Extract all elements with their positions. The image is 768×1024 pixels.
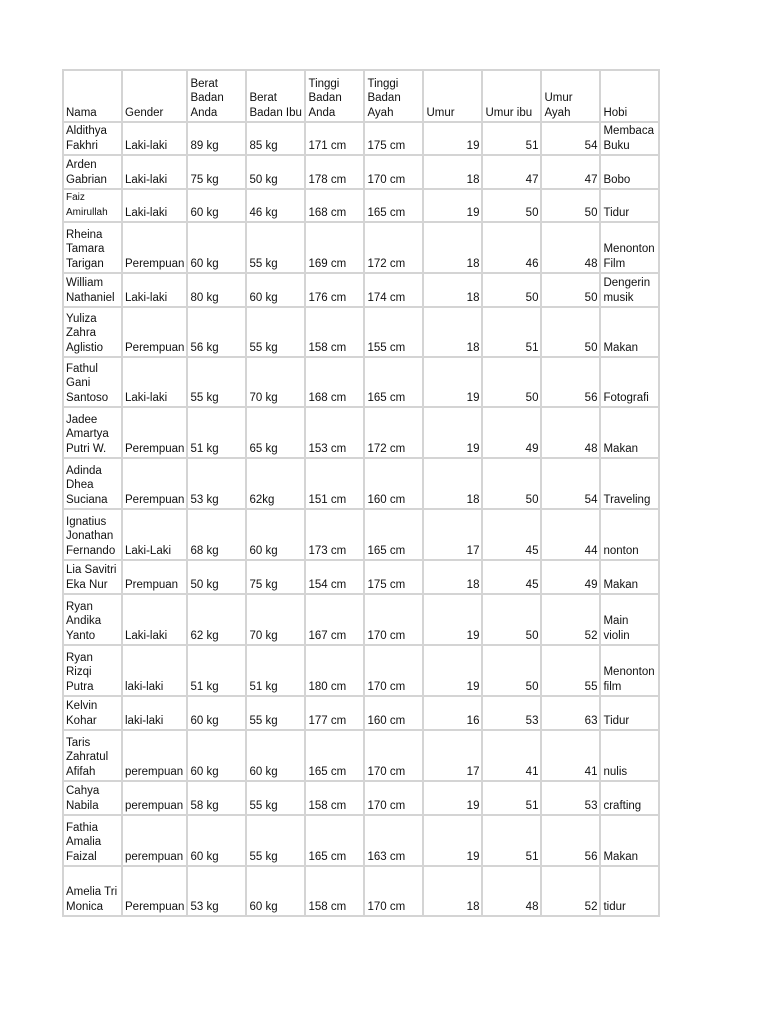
table-row: [63, 407, 659, 458]
cell-hobi: Membaca Buku: [600, 122, 659, 155]
table-row: [63, 866, 659, 916]
cell-gender: Perempuan: [122, 458, 187, 509]
cell-tinggi-badan-anda: 158 cm: [305, 781, 364, 815]
table-row: [63, 458, 659, 509]
cell-umur: 17: [423, 509, 482, 560]
cell-berat-badan-anda: 58 kg: [187, 781, 246, 815]
cell-gender: Perempuan: [122, 407, 187, 458]
cell-hobi: tidur: [600, 866, 659, 916]
cell-gender: Perempuan: [122, 866, 187, 916]
cell-umur-ayah: 48: [541, 222, 600, 273]
cell-umur: 18: [423, 458, 482, 509]
cell-berat-badan-anda: 60 kg: [187, 696, 246, 730]
cell-gender: Laki-laki: [122, 594, 187, 645]
cell-tinggi-badan-ayah: 172 cm: [364, 407, 423, 458]
cell-nama: Taris Zahratul Afifah: [63, 730, 122, 781]
cell-umur-ibu: 45: [482, 509, 541, 560]
cell-tinggi-badan-anda: 169 cm: [305, 222, 364, 273]
cell-nama: Adinda Dhea Suciana: [63, 458, 122, 509]
cell-umur-ayah: 56: [541, 357, 600, 407]
cell-hobi: Makan: [600, 407, 659, 458]
cell-umur-ibu: 47: [482, 155, 541, 189]
cell-tinggi-badan-anda: 168 cm: [305, 189, 364, 222]
cell-tinggi-badan-ayah: 155 cm: [364, 307, 423, 357]
cell-gender: perempuan: [122, 815, 187, 866]
header-hobi: Hobi: [600, 70, 659, 122]
cell-umur: 16: [423, 696, 482, 730]
cell-berat-badan-anda: 50 kg: [187, 560, 246, 594]
cell-umur: 19: [423, 122, 482, 155]
cell-umur-ibu: 51: [482, 307, 541, 357]
header-umur: Umur: [423, 70, 482, 122]
cell-berat-badan-anda: 55 kg: [187, 357, 246, 407]
cell-nama: Aldithya Fakhri: [63, 122, 122, 155]
cell-berat-badan-anda: 53 kg: [187, 866, 246, 916]
cell-tinggi-badan-ayah: 165 cm: [364, 509, 423, 560]
cell-tinggi-badan-ayah: 172 cm: [364, 222, 423, 273]
cell-umur-ibu: 50: [482, 273, 541, 307]
cell-nama: Amelia Tri Monica: [63, 866, 122, 916]
cell-nama: Ryan Rizqi Putra: [63, 645, 122, 696]
cell-hobi: Makan: [600, 560, 659, 594]
cell-umur-ayah: 50: [541, 307, 600, 357]
table-row: [63, 815, 659, 866]
cell-hobi: nulis: [600, 730, 659, 781]
cell-berat-badan-anda: 60 kg: [187, 189, 246, 222]
cell-berat-badan-anda: 60 kg: [187, 222, 246, 273]
cell-umur-ibu: 50: [482, 645, 541, 696]
cell-nama: Rheina Tamara Tarigan: [63, 222, 122, 273]
cell-berat-badan-ibu: 60 kg: [246, 273, 305, 307]
cell-umur: 19: [423, 781, 482, 815]
cell-umur-ayah: 41: [541, 730, 600, 781]
header-umur-ibu: Umur ibu: [482, 70, 541, 122]
cell-gender: perempuan: [122, 781, 187, 815]
cell-berat-badan-ibu: 70 kg: [246, 357, 305, 407]
cell-hobi: nonton: [600, 509, 659, 560]
cell-tinggi-badan-anda: 154 cm: [305, 560, 364, 594]
table-row: [63, 509, 659, 560]
cell-berat-badan-ibu: 62kg: [246, 458, 305, 509]
cell-umur-ibu: 50: [482, 458, 541, 509]
cell-gender: Laki-laki: [122, 357, 187, 407]
cell-umur: 19: [423, 594, 482, 645]
cell-hobi: crafting: [600, 781, 659, 815]
cell-tinggi-badan-anda: 171 cm: [305, 122, 364, 155]
cell-umur-ayah: 52: [541, 594, 600, 645]
cell-hobi: Menonton Film: [600, 222, 659, 273]
cell-umur: 18: [423, 307, 482, 357]
cell-umur-ayah: 54: [541, 458, 600, 509]
cell-berat-badan-ibu: 60 kg: [246, 509, 305, 560]
cell-tinggi-badan-anda: 158 cm: [305, 307, 364, 357]
cell-tinggi-badan-ayah: 170 cm: [364, 155, 423, 189]
cell-hobi: Tidur: [600, 189, 659, 222]
cell-berat-badan-anda: 80 kg: [187, 273, 246, 307]
cell-berat-badan-anda: 51 kg: [187, 407, 246, 458]
cell-umur-ayah: 50: [541, 189, 600, 222]
table-row: [63, 594, 659, 645]
cell-berat-badan-ibu: 55 kg: [246, 815, 305, 866]
header-berat-badan-anda: Berat Badan Anda: [187, 70, 246, 122]
cell-umur: 19: [423, 407, 482, 458]
cell-gender: laki-laki: [122, 645, 187, 696]
cell-berat-badan-anda: 89 kg: [187, 122, 246, 155]
cell-gender: Perempuan: [122, 307, 187, 357]
cell-nama: Yuliza Zahra Aglistio: [63, 307, 122, 357]
cell-umur-ibu: 50: [482, 357, 541, 407]
cell-umur-ayah: 49: [541, 560, 600, 594]
cell-tinggi-badan-ayah: 174 cm: [364, 273, 423, 307]
cell-tinggi-badan-ayah: 170 cm: [364, 781, 423, 815]
cell-umur-ayah: 56: [541, 815, 600, 866]
table-row: [63, 189, 659, 222]
cell-umur-ibu: 41: [482, 730, 541, 781]
cell-umur-ayah: 50: [541, 273, 600, 307]
cell-gender: perempuan: [122, 730, 187, 781]
cell-umur: 18: [423, 560, 482, 594]
cell-hobi: Dengerin musik: [600, 273, 659, 307]
cell-umur-ayah: 54: [541, 122, 600, 155]
cell-gender: laki-laki: [122, 696, 187, 730]
cell-gender: Laki-laki: [122, 155, 187, 189]
cell-umur: 18: [423, 222, 482, 273]
cell-hobi: Traveling: [600, 458, 659, 509]
cell-tinggi-badan-ayah: 170 cm: [364, 730, 423, 781]
cell-berat-badan-ibu: 55 kg: [246, 781, 305, 815]
header-nama: Nama: [63, 70, 122, 122]
cell-tinggi-badan-anda: 180 cm: [305, 645, 364, 696]
cell-gender: Laki-laki: [122, 273, 187, 307]
cell-hobi: Main violin: [600, 594, 659, 645]
header-tinggi-badan-anda: Tinggi Badan Anda: [305, 70, 364, 122]
cell-tinggi-badan-anda: 173 cm: [305, 509, 364, 560]
cell-umur: 19: [423, 189, 482, 222]
cell-umur: 17: [423, 730, 482, 781]
cell-berat-badan-anda: 75 kg: [187, 155, 246, 189]
cell-nama: Fathia Amalia Faizal: [63, 815, 122, 866]
cell-tinggi-badan-ayah: 170 cm: [364, 645, 423, 696]
table-row: [63, 730, 659, 781]
cell-umur-ibu: 50: [482, 189, 541, 222]
cell-nama: Ignatius Jonathan Fernando: [63, 509, 122, 560]
cell-nama: William Nathaniel: [63, 273, 122, 307]
table-row: [63, 696, 659, 730]
table-row: [63, 222, 659, 273]
cell-tinggi-badan-ayah: 160 cm: [364, 458, 423, 509]
cell-hobi: Makan: [600, 815, 659, 866]
cell-umur-ibu: 53: [482, 696, 541, 730]
cell-hobi: Bobo: [600, 155, 659, 189]
table-row: [63, 155, 659, 189]
cell-umur-ibu: 48: [482, 866, 541, 916]
cell-berat-badan-ibu: 50 kg: [246, 155, 305, 189]
cell-nama: Ryan Andika Yanto: [63, 594, 122, 645]
cell-umur-ayah: 44: [541, 509, 600, 560]
cell-berat-badan-ibu: 55 kg: [246, 696, 305, 730]
cell-gender: Laki-laki: [122, 122, 187, 155]
table-row: [63, 560, 659, 594]
cell-berat-badan-ibu: 70 kg: [246, 594, 305, 645]
cell-tinggi-badan-ayah: 163 cm: [364, 815, 423, 866]
cell-berat-badan-anda: 56 kg: [187, 307, 246, 357]
cell-tinggi-badan-anda: 153 cm: [305, 407, 364, 458]
data-table: [62, 69, 660, 917]
cell-tinggi-badan-anda: 168 cm: [305, 357, 364, 407]
cell-berat-badan-ibu: 51 kg: [246, 645, 305, 696]
cell-umur: 19: [423, 357, 482, 407]
cell-gender: Laki-laki: [122, 189, 187, 222]
cell-umur-ibu: 51: [482, 781, 541, 815]
cell-nama: Fathul Gani Santoso: [63, 357, 122, 407]
cell-gender: Perempuan: [122, 222, 187, 273]
cell-hobi: Menonton film: [600, 645, 659, 696]
cell-berat-badan-ibu: 65 kg: [246, 407, 305, 458]
cell-umur-ayah: 52: [541, 866, 600, 916]
cell-umur-ibu: 51: [482, 122, 541, 155]
cell-tinggi-badan-anda: 176 cm: [305, 273, 364, 307]
cell-umur-ibu: 45: [482, 560, 541, 594]
cell-berat-badan-ibu: 60 kg: [246, 866, 305, 916]
cell-berat-badan-anda: 60 kg: [187, 730, 246, 781]
cell-tinggi-badan-ayah: 165 cm: [364, 189, 423, 222]
cell-umur-ayah: 48: [541, 407, 600, 458]
cell-gender: Laki-Laki: [122, 509, 187, 560]
header-berat-badan-ibu: Berat Badan Ibu: [246, 70, 305, 122]
cell-tinggi-badan-ayah: 170 cm: [364, 594, 423, 645]
cell-tinggi-badan-ayah: 175 cm: [364, 560, 423, 594]
cell-umur-ayah: 55: [541, 645, 600, 696]
cell-berat-badan-ibu: 60 kg: [246, 730, 305, 781]
header-umur-ayah: Umur Ayah: [541, 70, 600, 122]
cell-gender: Prempuan: [122, 560, 187, 594]
table-row: [63, 781, 659, 815]
cell-nama: Kelvin Kohar: [63, 696, 122, 730]
cell-berat-badan-ibu: 55 kg: [246, 222, 305, 273]
cell-tinggi-badan-ayah: 170 cm: [364, 866, 423, 916]
cell-umur-ibu: 46: [482, 222, 541, 273]
cell-umur-ibu: 49: [482, 407, 541, 458]
cell-hobi: Makan: [600, 307, 659, 357]
cell-umur-ayah: 53: [541, 781, 600, 815]
cell-umur-ayah: 47: [541, 155, 600, 189]
cell-berat-badan-anda: 53 kg: [187, 458, 246, 509]
cell-berat-badan-ibu: 75 kg: [246, 560, 305, 594]
cell-umur: 18: [423, 866, 482, 916]
header-gender: Gender: [122, 70, 187, 122]
cell-nama: Lia Savitri Eka Nur: [63, 560, 122, 594]
cell-nama: Faiz Amirullah: [63, 189, 122, 222]
cell-berat-badan-anda: 62 kg: [187, 594, 246, 645]
cell-tinggi-badan-ayah: 175 cm: [364, 122, 423, 155]
cell-nama: Arden Gabrian: [63, 155, 122, 189]
cell-berat-badan-ibu: 85 kg: [246, 122, 305, 155]
cell-tinggi-badan-anda: 165 cm: [305, 730, 364, 781]
cell-berat-badan-ibu: 46 kg: [246, 189, 305, 222]
cell-tinggi-badan-ayah: 160 cm: [364, 696, 423, 730]
header-tinggi-badan-ayah: Tinggi Badan Ayah: [364, 70, 423, 122]
cell-berat-badan-ibu: 55 kg: [246, 307, 305, 357]
table-row: [63, 357, 659, 407]
cell-berat-badan-anda: 68 kg: [187, 509, 246, 560]
cell-tinggi-badan-anda: 165 cm: [305, 815, 364, 866]
table-row: [63, 307, 659, 357]
cell-umur-ayah: 63: [541, 696, 600, 730]
cell-berat-badan-anda: 51 kg: [187, 645, 246, 696]
cell-berat-badan-anda: 60 kg: [187, 815, 246, 866]
cell-umur-ibu: 50: [482, 594, 541, 645]
cell-tinggi-badan-anda: 177 cm: [305, 696, 364, 730]
cell-nama: Jadee Amartya Putri W.: [63, 407, 122, 458]
cell-hobi: Tidur: [600, 696, 659, 730]
table-row: [63, 645, 659, 696]
cell-umur: 19: [423, 645, 482, 696]
cell-hobi: Fotografi: [600, 357, 659, 407]
cell-umur: 19: [423, 815, 482, 866]
cell-umur: 18: [423, 155, 482, 189]
cell-umur: 18: [423, 273, 482, 307]
cell-umur-ibu: 51: [482, 815, 541, 866]
cell-tinggi-badan-anda: 158 cm: [305, 866, 364, 916]
header-row: [63, 70, 659, 122]
table-row: [63, 273, 659, 307]
cell-tinggi-badan-anda: 151 cm: [305, 458, 364, 509]
cell-tinggi-badan-ayah: 165 cm: [364, 357, 423, 407]
cell-tinggi-badan-anda: 167 cm: [305, 594, 364, 645]
table-row: [63, 122, 659, 155]
cell-nama: Cahya Nabila: [63, 781, 122, 815]
cell-tinggi-badan-anda: 178 cm: [305, 155, 364, 189]
